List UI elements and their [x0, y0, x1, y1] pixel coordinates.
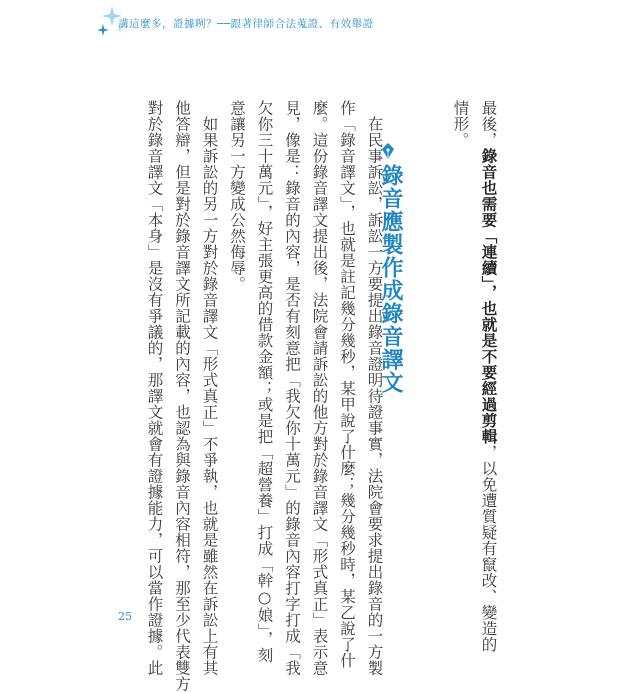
text-column: 意讓另一方變成公然侮辱。	[228, 100, 246, 292]
text-segment: 情形。	[451, 100, 470, 148]
text-column: 他答辯，但是對於錄音譯文所記載的內容，也認為與錄音內容相符，那至少代表雙方	[173, 100, 191, 692]
text-column: 見，像是：錄音的內容，是否有刻意把「我欠你十萬元」的錄音內容打字打成「我	[283, 100, 301, 676]
text-column: 欠你三十萬元」，好主張更高的借款金額；或是把「超營養」打成「幹○娘」，刻	[255, 100, 274, 663]
emphasis-text: 錄音也需要「連續」，也就是不要經過剪輯	[479, 148, 499, 445]
text-column	[452, 100, 468, 148]
section-title: 錄音應製作成錄音譯文	[378, 164, 404, 394]
text-column	[480, 100, 497, 652]
text-segment: 最後，	[479, 100, 498, 148]
text-column: 對於錄音譯文「本身」是沒有爭議的，那譯文就會有證據能力，可以當作證據。此	[145, 100, 164, 676]
text-segment: ，以免遭質疑有竄改、變造的	[479, 444, 498, 653]
text-column: 作「錄音譯文」，也就是註記幾分幾秒，某甲說了什麼；幾分幾秒時，某乙說了什	[338, 100, 356, 669]
running-head: 講這麼多，證據咧？──跟著律師合法蒐證、有效舉證	[118, 18, 374, 30]
text-column: 在民事訴訟，訴訟一方要提出錄音證明待證事實，法院會要求提出錄音的一方製	[365, 100, 384, 676]
text-column: 如果訴訟的另一方對於錄音譯文「形式真正」不爭執，也就是雖然在訴訟上有其	[200, 100, 219, 676]
text-column: 麼。這份錄音譯文提出後，法院會請訴訟的他方對於錄音譯文「形式真正」表示意	[310, 100, 329, 676]
page-number: 25	[118, 610, 132, 623]
